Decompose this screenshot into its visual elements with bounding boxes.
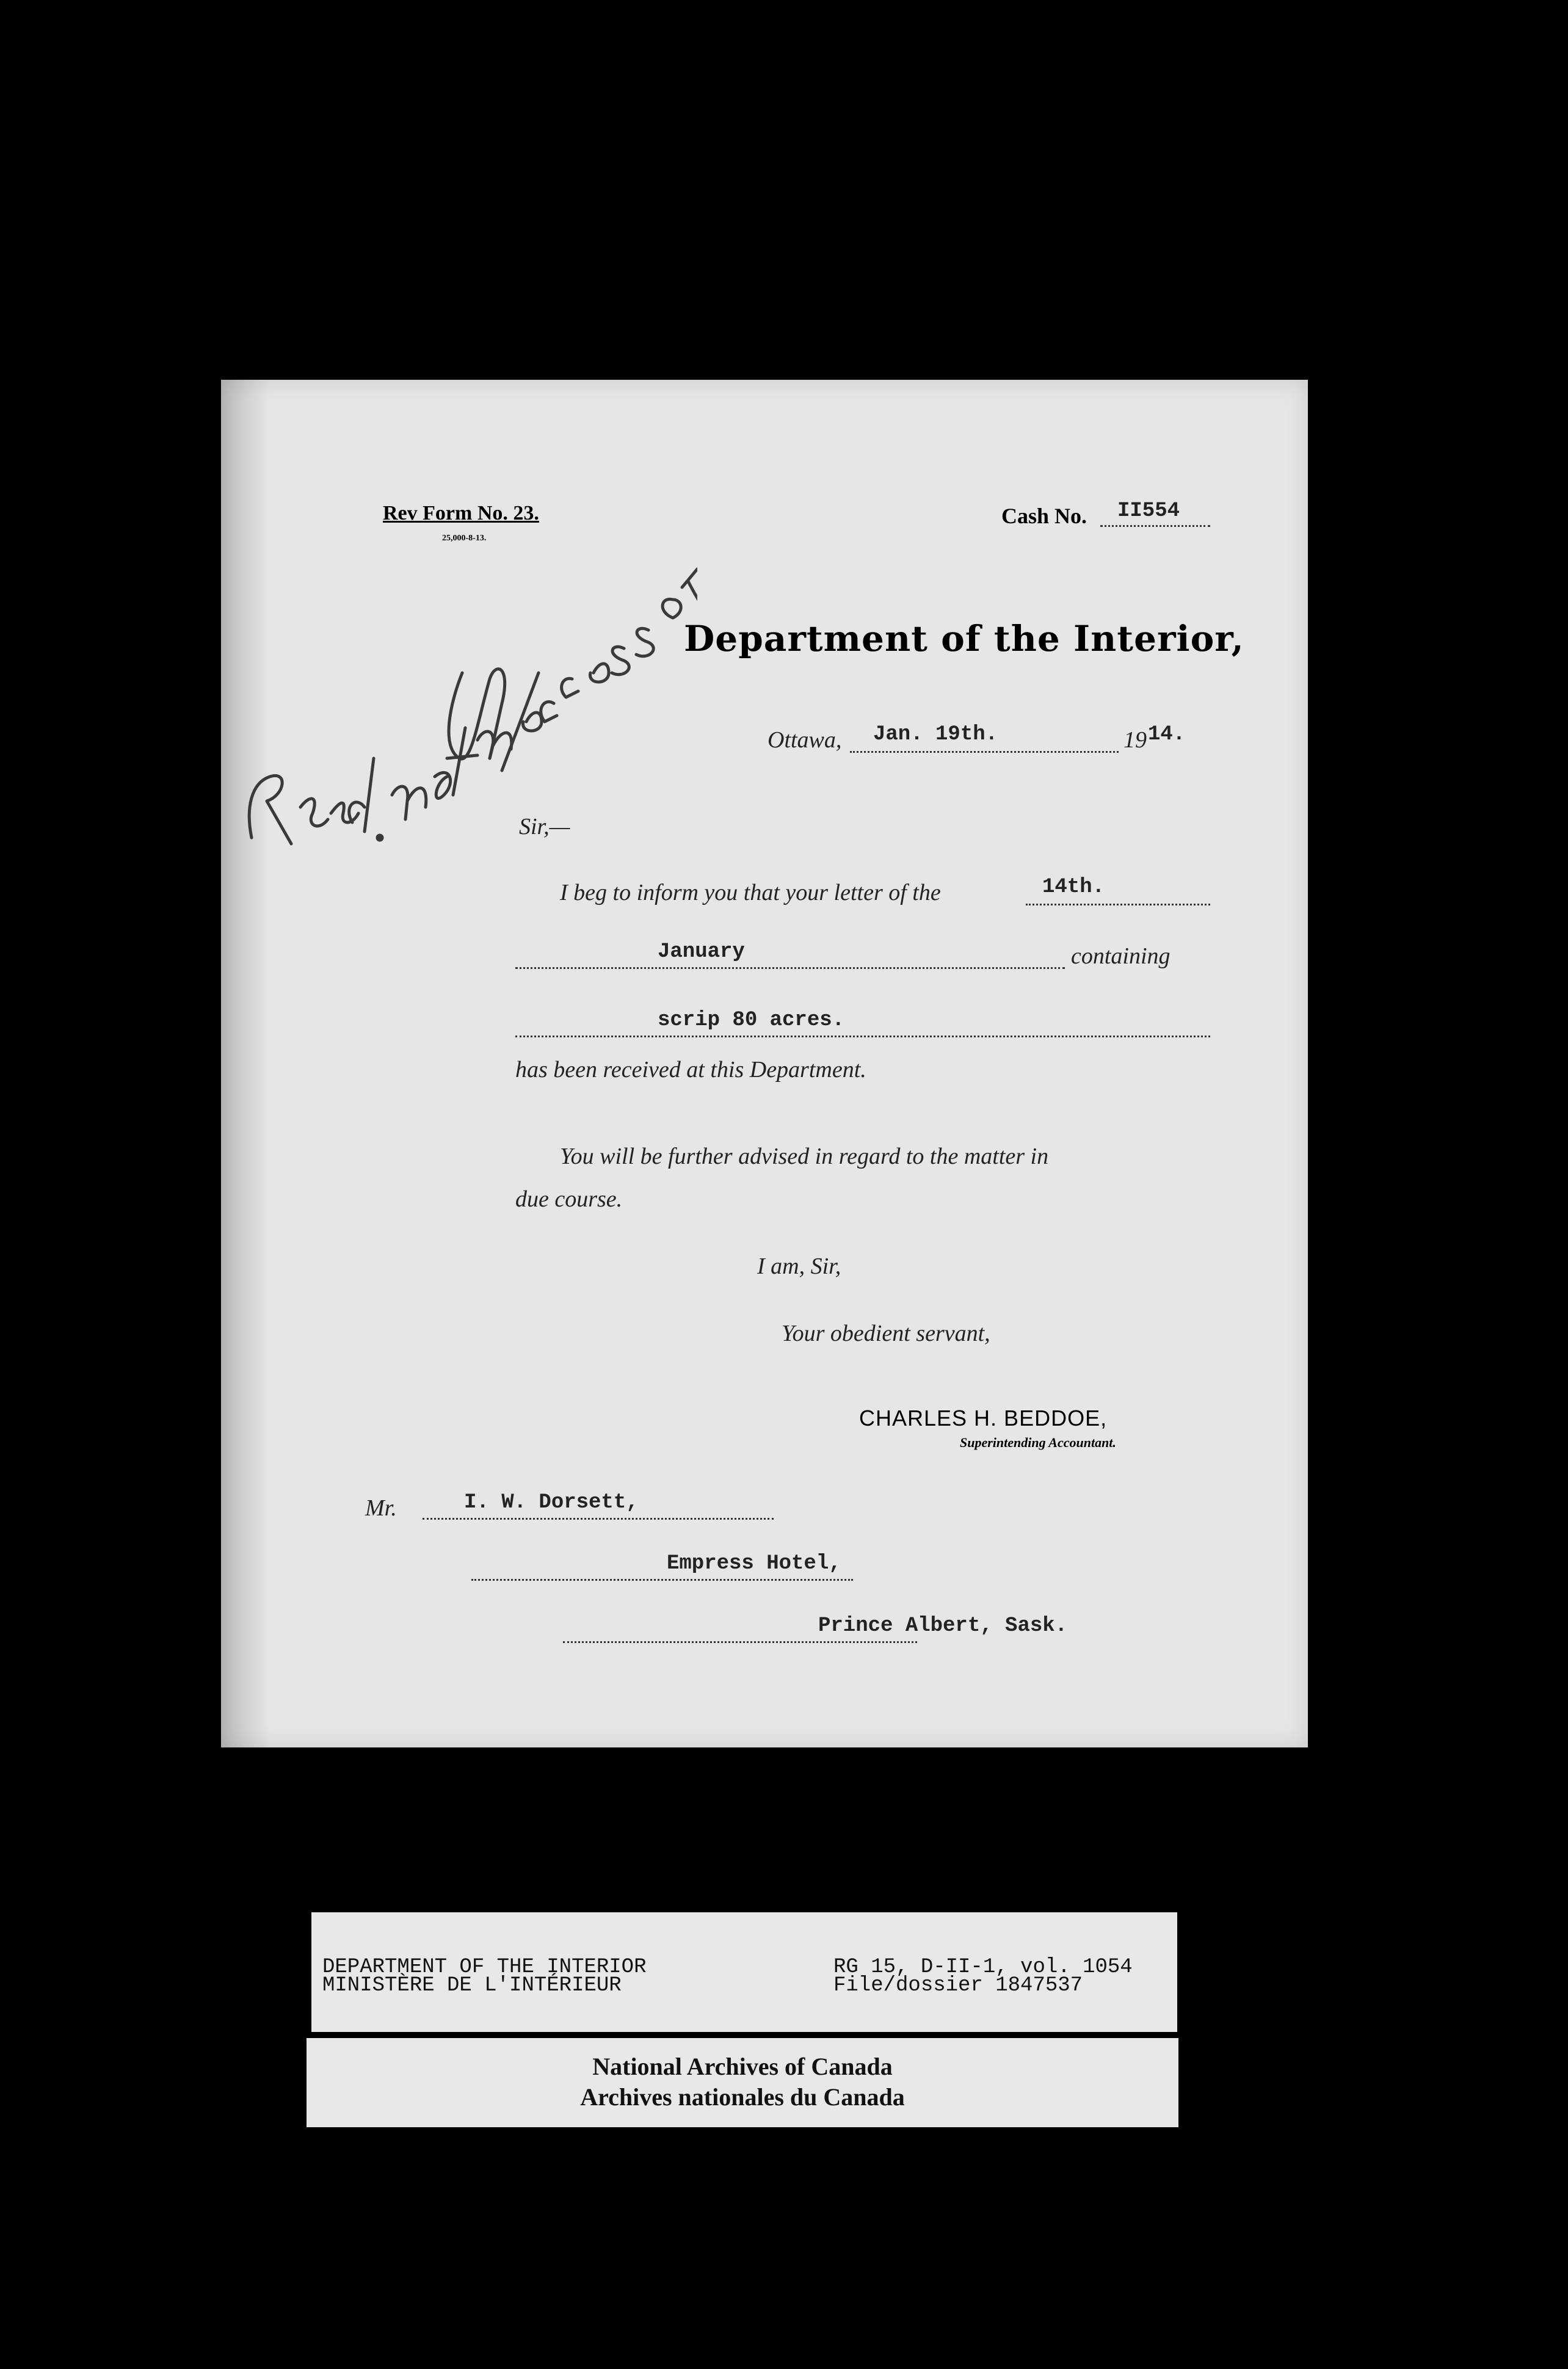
received-text: has been received at this Department. <box>515 1057 866 1083</box>
letter-day-dotted-line <box>1026 904 1210 905</box>
address-name: I. W. Dorsett, <box>464 1491 639 1514</box>
closing-line-2: Your obedient servant, <box>782 1321 990 1346</box>
cash-number: II554 <box>1117 499 1180 523</box>
body-line-1: I beg to inform you that your letter of the <box>560 880 941 905</box>
letter-contents: scrip 80 acres. <box>658 1009 845 1032</box>
date-value: Jan. 19th. <box>873 723 998 746</box>
address-line3-dotted-line <box>563 1641 917 1643</box>
archive-dept-fr: MINISTÈRE DE L'INTÉRIEUR <box>322 1974 622 1997</box>
document-page <box>221 380 1308 1747</box>
month-dotted-line <box>515 967 1065 969</box>
address-prefix: Mr. <box>365 1495 397 1521</box>
handwritten-annotation <box>233 416 697 856</box>
cash-label: Cash No. <box>1001 504 1087 528</box>
archive-file: File/dossier 1847537 <box>833 1974 1083 1997</box>
address-line2-dotted-line <box>471 1579 853 1581</box>
salutation: Sir,— <box>519 814 570 840</box>
archives-banner <box>307 2038 1178 2127</box>
letter-day: 14th. <box>1042 876 1105 899</box>
address-name-dotted-line <box>423 1518 774 1520</box>
date-year: 14. <box>1148 723 1186 746</box>
contents-dotted-line <box>515 1036 1210 1037</box>
closing-line-1: I am, Sir, <box>757 1253 841 1279</box>
archive-dept-en: DEPARTMENT OF THE INTERIOR <box>322 1956 647 1979</box>
advice-line-2: due course. <box>515 1186 623 1212</box>
containing-label: containing <box>1071 943 1171 969</box>
form-print-code: 25,000-8-13. <box>442 534 487 543</box>
archives-name-fr: Archives nationales du Canada <box>580 2083 905 2111</box>
advice-line-1: You will be further advised in regard to the matter in <box>560 1144 1049 1169</box>
address-line-3: Prince Albert, Sask. <box>818 1614 1068 1638</box>
date-dotted-line <box>850 751 1119 753</box>
archives-name-en: National Archives of Canada <box>592 2053 893 2080</box>
cash-dotted-line <box>1100 525 1210 527</box>
signatory-title: Superintending Accountant. <box>960 1435 1116 1450</box>
date-year-prefix: 19 <box>1123 727 1147 753</box>
archive-reference-label <box>311 1912 1177 2032</box>
signatory-name: CHARLES H. BEDDOE, <box>859 1406 1108 1431</box>
form-number: Rev Form No. 23. <box>383 502 539 524</box>
date-place: Ottawa, <box>768 727 842 753</box>
letter-month: January <box>658 940 745 963</box>
address-line-2: Empress Hotel, <box>667 1552 841 1575</box>
department-heading: Department of the Interior, <box>684 618 1244 659</box>
archive-reference: RG 15, D-II-1, vol. 1054 <box>833 1956 1133 1979</box>
